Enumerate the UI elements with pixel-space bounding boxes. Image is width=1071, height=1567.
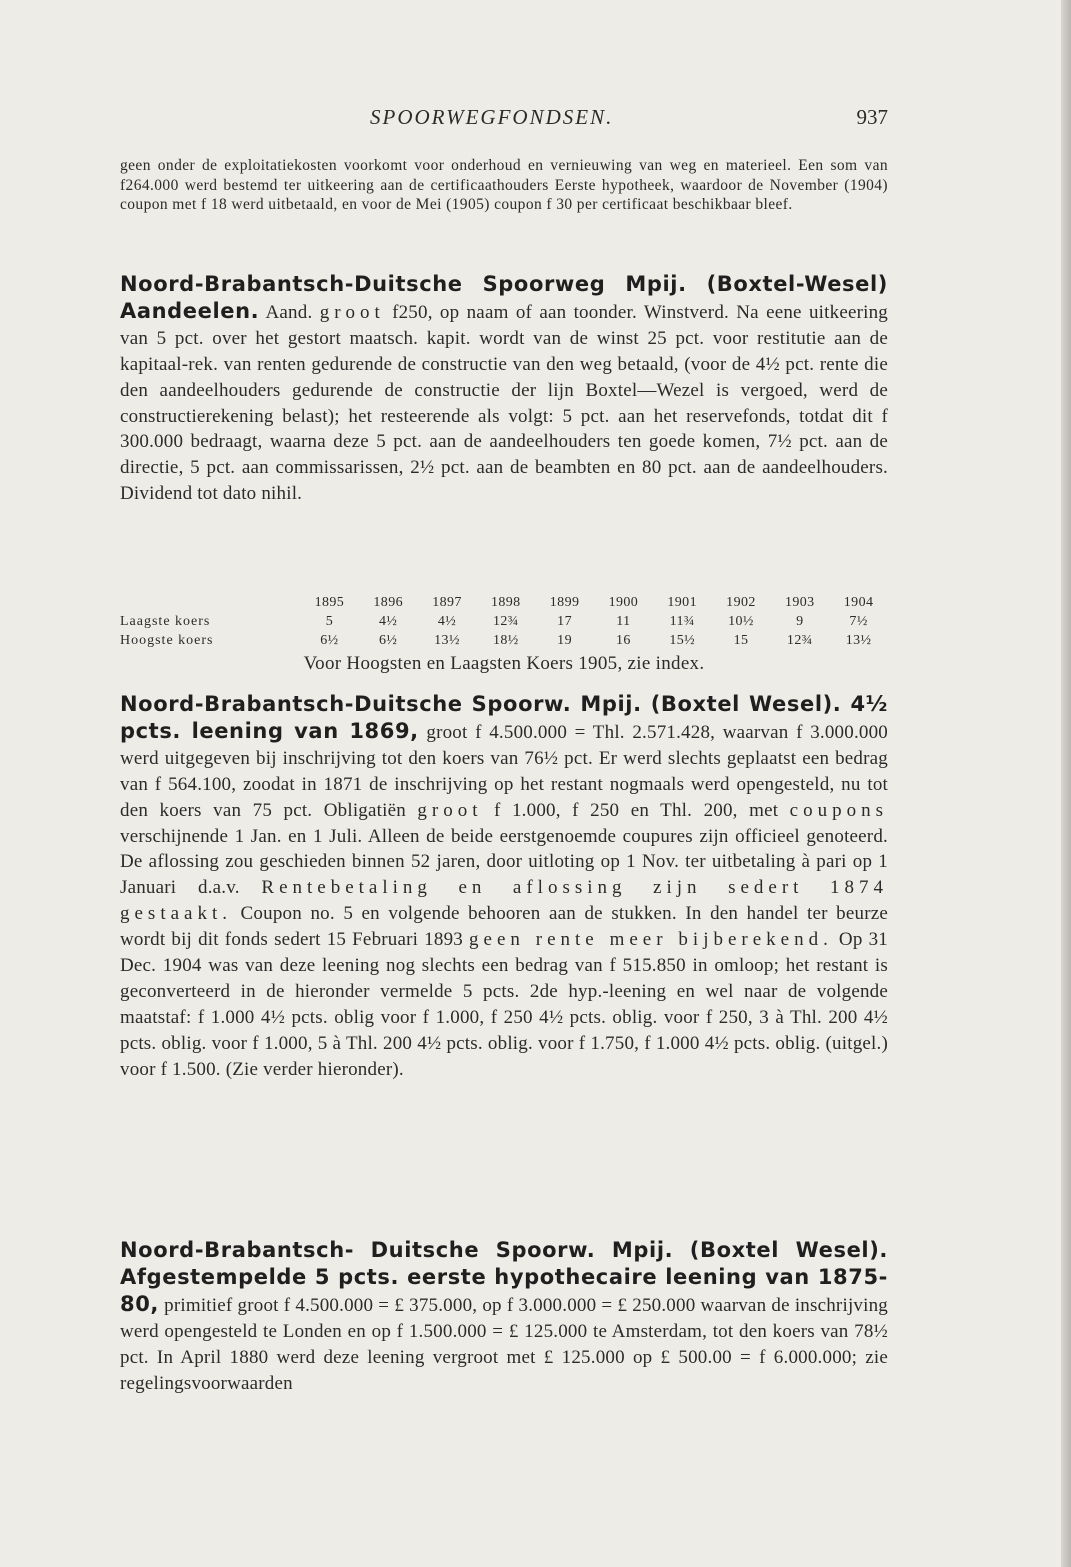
table-cell: 6½ [379, 632, 398, 648]
table-cell: 15½ [669, 632, 696, 648]
section-leening-1869 [120, 692, 888, 1083]
body-text: Op 31 Dec. 1904 was van deze leening nog slechts een bedrag van f 515.850 in omloop; het restant is geconverteerd in de hieronder vermelde 5 pcts. 2de hyp.-leening en wel naar de volgende maatstaf: f 1.000 4½ pcts. oblig voor f 1.000, f 250 4½ pcts. oblig. voor f 250, 3 à Thl. 200 4½ pcts. oblig. voor f 1.000, 5 à Thl. 200 4½ pcts. oblig. voor f 1.750, f 1.000 4½ pcts. oblig. (uitgel.) voor f 1.500. (Zie verder hieronder). [120, 929, 888, 1080]
table-cell: 18½ [492, 632, 519, 648]
koers-table [120, 593, 888, 650]
spaced-text: Rentebetaling en aflossing zijn sedert 1874 gestaakt. [120, 877, 888, 925]
section-heading: Noord-Brabantsch-Duitsche Spoorweg Mpij. (Boxtel-Wesel) Aandeelen. [120, 272, 888, 323]
table-cell: 7½ [849, 613, 868, 629]
body-text: f 1.000, f 250 en Thl. 200, met [482, 799, 790, 821]
year-cell: 1902 [726, 594, 756, 610]
section-heading: Noord-Brabantsch-Duitsche Spoorw. Mpij. (Boxtel Wesel). 4½ pcts. leening van 1869, [120, 692, 888, 743]
table-cell: 4½ [379, 613, 398, 629]
table-cell: 15 [733, 632, 749, 648]
page-header [120, 105, 888, 135]
body-text: f250, op naam of aan toonder. Winstverd. Na eene uitkeering van 5 pct. over het gestort maatsch. kapit. wordt van de winst 25 pct. voor restitutie aan de kapitaal-rek. van renten gedurende de constructie van den weg betaald, (voor de 4½ pct. rente die den aandeelhouders gedurende de constructie der lijn Boxtel—Wezel is vergoed, werd de constructierekening belast); het resteerende als volgt: 5 pct. aan het reservefonds, totdat dit f 300.000 bedraagt, waarna deze 5 pct. aan de aandeelhouders ten goede komen, 7½ pct. aan de directie, 5 pct. aan commissarissen, 2½ pct. aan de beambten en 80 pct. aan de aandeelhouders. Dividend tot dato nihil. [120, 301, 888, 505]
body-text: primitief groot f 4.500.000 = £ 375.000, op f 3.000.000 = £ 250.000 waarvan de inschrijving werd opengesteld te Londen en op f 1.500.000 = £ 125.000 te Amsterdam, tot den koers van 78½ pct. In April 1880 werd deze leening vergroot met £ 125.000 op £ 500.00 = f 6.000.000; zie regelingsvoorwaarden [120, 1294, 888, 1394]
spaced-text: groot [417, 799, 483, 821]
section-paragraph [120, 692, 888, 1083]
body-text: groot f 4.500.000 = Thl. 2.571.428, waarvan f 3.000.000 werd uitgegeven bij inschrijving tot den koers van 76½ pct. Er werd slechts geplaatst een bedrag van f 564.100, zoodat in 1871 de inschrijving op het restant nogmaals werd opengesteld, nu tot den koers van 75 pct. Obligatiën [120, 721, 888, 821]
spaced-text: geen rente meer bijberekend. [469, 929, 833, 951]
table-cell: 19 [557, 632, 572, 648]
table-cell: 11 [616, 613, 631, 629]
year-cell: 1896 [373, 594, 403, 610]
year-cell: 1904 [843, 594, 874, 610]
table-cell: 6½ [320, 632, 339, 648]
table-header-row [120, 593, 888, 612]
running-head: SPOORWEGFONDSEN. [370, 105, 614, 129]
table-cell: 12¾ [786, 632, 813, 648]
table-cell: 10½ [728, 613, 754, 629]
year-cell: 1899 [549, 594, 580, 610]
year-cell: 1898 [490, 594, 521, 610]
year-cell: 1895 [314, 594, 345, 610]
section-paragraph [120, 1238, 888, 1396]
page-number: 937 [856, 105, 888, 129]
table-cell: 4½ [437, 613, 457, 629]
body-text: Aand. [259, 301, 320, 323]
table-cell: 5 [325, 613, 334, 629]
table-cell: 16 [615, 632, 631, 648]
table-cell: 13½ [845, 632, 872, 648]
table-row [120, 612, 888, 631]
section-aandeelen [120, 272, 888, 507]
table-cell: 9 [796, 613, 804, 629]
table-cell: 11¾ [669, 613, 695, 629]
table-row [120, 631, 888, 650]
year-cell: 1897 [432, 594, 462, 610]
koers-note: Voor Hoogsten en Laagsten Koers 1905, zie index. [303, 653, 705, 674]
row-label: Hoogste koers [120, 632, 214, 648]
body-text: verschijnende 1 Jan. en 1 Juli. Alleen de beide eerstgenoemde coupures zijn officieel genoteerd. De aflossing zou geschieden binnen 52 jaren, door uitloting op 1 Nov. ter uitbetaling à pari op 1 Januari d.a.v. [120, 825, 888, 899]
spaced-text: groot [319, 301, 385, 323]
body-text: Coupon no. 5 en volgende behooren aan de stukken. In den handel ter beurze wordt bij dit fonds sedert 15 Februari 1893 [120, 903, 888, 951]
table-cell: 17 [557, 613, 572, 629]
section-heading: Noord-Brabantsch- Duitsche Spoorw. Mpij. (Boxtel Wesel). Afgestempelde 5 pcts. eerste hypothecaire leening van 1875-80, [120, 1238, 888, 1316]
year-cell: 1903 [784, 594, 815, 610]
table-cell: 13½ [434, 632, 460, 648]
page-edge [1061, 0, 1071, 1567]
intro-paragraph: geen onder de exploitatiekosten voorkomt voor onderhoud en vernieuwing van weg en materieel. Een som van f264.000 werd bestemd ter uitkeering aan de certificaathouders Eerste hypotheek, waardoor de November (1904) coupon met f 18 werd uitbetaald, en voor de Mei (1905) coupon f 30 per certificaat beschikbaar bleef. [120, 157, 888, 213]
table-cell: 12¾ [492, 613, 519, 629]
year-cell: 1900 [608, 594, 639, 610]
spaced-text: coupons [789, 799, 888, 821]
row-label: Laagste koers [120, 613, 211, 629]
section-leening-1875-80 [120, 1238, 888, 1396]
year-cell: 1901 [667, 594, 697, 610]
section-paragraph [120, 272, 888, 507]
